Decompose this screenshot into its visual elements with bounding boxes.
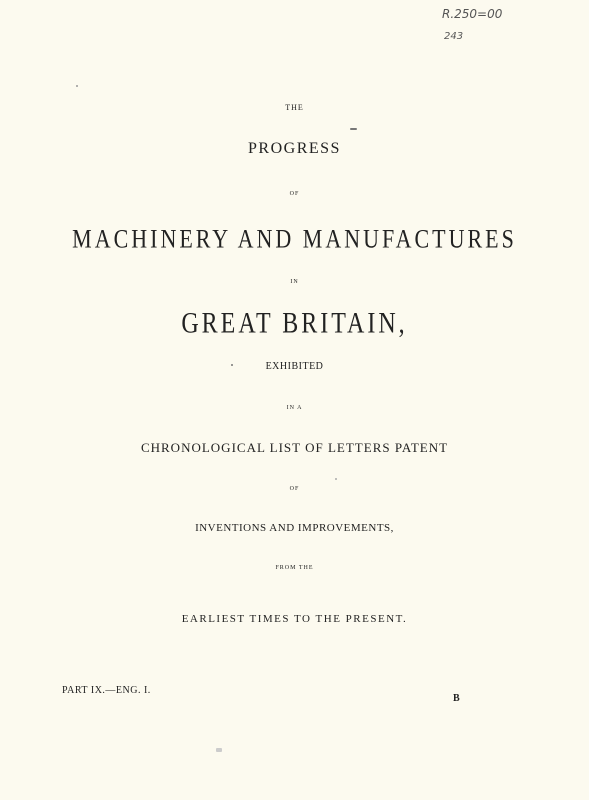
title-chronological: CHRONOLOGICAL LIST OF LETTERS PATENT: [140, 440, 449, 455]
ink-speck: [335, 478, 337, 480]
title-inventions: INVENTIONS AND IMPROVEMENTS,: [195, 522, 394, 534]
signature-mark: B: [453, 693, 460, 704]
title-machinery: MACHINERY AND MANUFACTURES: [72, 223, 517, 254]
secondary-number: 243: [444, 31, 464, 42]
title-in-a: IN A: [286, 405, 303, 411]
ink-speck: [76, 85, 78, 87]
title-great-britain: GREAT BRITAIN,: [181, 307, 408, 341]
catalog-number: R.250=00: [442, 7, 503, 21]
title-exhibited: EXHIBITED: [265, 361, 324, 372]
title-of-2: OF: [289, 486, 300, 492]
title-from-the: FROM THE: [275, 565, 314, 571]
ink-speck: [216, 748, 222, 752]
title-the: THE: [285, 103, 304, 112]
part-label: PART IX.—ENG. I.: [62, 685, 151, 696]
ink-speck: [231, 364, 233, 366]
title-of-1: OF: [289, 191, 300, 197]
title-progress: PROGRESS: [248, 140, 341, 157]
title-earliest: EARLIEST TIMES TO THE PRESENT.: [181, 613, 408, 625]
ink-speck: [350, 128, 357, 130]
title-in: IN: [290, 279, 299, 285]
